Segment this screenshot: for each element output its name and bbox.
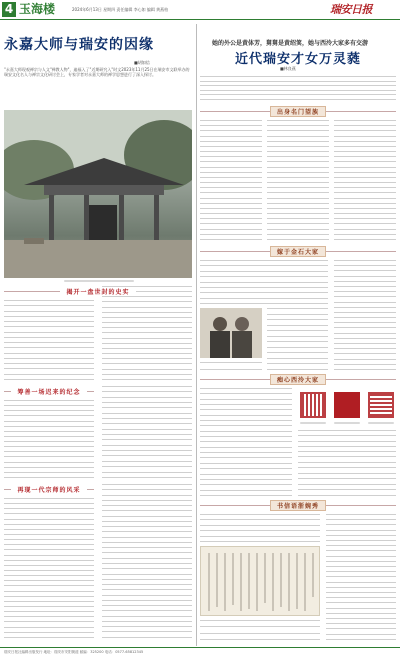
right-article bbox=[200, 24, 396, 646]
left-body-text-1 bbox=[4, 300, 94, 380]
seal-stamps bbox=[298, 388, 396, 452]
right-article-title: 近代瑞安才女万灵蕤 bbox=[234, 52, 361, 67]
column-divider bbox=[196, 24, 197, 646]
right-body-text-8 bbox=[200, 388, 292, 496]
left-body-text-6 bbox=[102, 484, 192, 638]
right-article-byline: ■林良燕 bbox=[280, 66, 296, 71]
seal-caption-2 bbox=[334, 422, 360, 424]
right-body-text-7 bbox=[200, 362, 262, 370]
right-article-kicker: 她的外公是黄体芳，舅舅是黄绍箕，她与西泠大家多有交游 bbox=[211, 40, 368, 47]
right-body-text-9 bbox=[298, 456, 396, 496]
right-body-text-10 bbox=[200, 514, 320, 542]
seal-stamp-3 bbox=[368, 392, 394, 418]
left-article-lead: "永嘉大师现观禅宗与人文"禅教人物"，遍福入了"近期研究入"时文2023年11月25日在瑞安市文联举办的瑞安文化名人与禅宗文化研讨会上，专家学者对永嘉大师的禅学思想进行了深入探讨。 bbox=[4, 67, 190, 77]
section-name: 玉海楼 bbox=[19, 2, 56, 16]
letter-illustration bbox=[201, 547, 320, 616]
pavilion-illustration bbox=[4, 110, 192, 278]
footer-text: 瑞安日报社编辑出版发行 地址：瑞安市安阳街道 邮编：325200 电话：0577-65812345 bbox=[4, 650, 144, 654]
page-footer bbox=[0, 647, 400, 656]
page-header bbox=[0, 0, 400, 20]
couple-portrait-photo bbox=[200, 308, 262, 358]
left-body-text-2 bbox=[102, 286, 192, 380]
right-subhead-1: 出身名门望族 bbox=[200, 106, 396, 116]
seal-caption-3 bbox=[368, 422, 394, 424]
page-number-badge: 4 bbox=[2, 2, 16, 17]
right-body-text-11 bbox=[200, 620, 320, 640]
left-body-text-5 bbox=[4, 498, 94, 638]
right-body-text-2 bbox=[267, 120, 329, 240]
left-body-text-3 bbox=[4, 400, 94, 478]
masthead-logo: 瑞安日报 bbox=[330, 3, 372, 16]
left-article bbox=[4, 24, 192, 646]
right-subhead-4: 书信语浙婉秀 bbox=[200, 500, 396, 510]
seal-body-text bbox=[298, 430, 396, 452]
right-body-text-5 bbox=[267, 308, 328, 370]
pavilion-photo bbox=[4, 110, 192, 278]
left-subhead-1: 揭开一盘世封的史实 bbox=[4, 286, 192, 296]
right-intro-text bbox=[200, 76, 396, 100]
seal-stamp-1 bbox=[300, 392, 326, 418]
left-article-byline: ■胡如信 bbox=[134, 60, 150, 65]
photo-caption bbox=[64, 280, 134, 282]
right-body-text-3 bbox=[334, 120, 396, 240]
header-rule bbox=[0, 19, 400, 20]
left-subhead-3: 再现一代宗师的风采 bbox=[4, 484, 94, 494]
left-body-text-4 bbox=[102, 386, 192, 478]
right-body-text-6 bbox=[334, 260, 396, 370]
right-body-text-4 bbox=[200, 260, 328, 304]
right-subhead-3: 痴心西泠大家 bbox=[200, 374, 396, 384]
left-subhead-2: 筹善一场迟来的纪念 bbox=[4, 386, 94, 396]
couple-portrait-illustration bbox=[200, 308, 262, 358]
left-article-title: 永嘉大师与瑞安的因缘 bbox=[4, 37, 154, 53]
seal-caption-1 bbox=[300, 422, 326, 424]
date-line: 2024年6月13日 星期四 责任编辑 李心如 编辑 黄燕柏 bbox=[72, 7, 169, 12]
right-subhead-2: 嫁于金石大家 bbox=[200, 246, 396, 256]
right-body-text-12 bbox=[326, 514, 396, 640]
handwritten-letter-image bbox=[200, 546, 320, 616]
seal-stamp-2 bbox=[334, 392, 360, 418]
right-body-text-1 bbox=[200, 120, 262, 240]
